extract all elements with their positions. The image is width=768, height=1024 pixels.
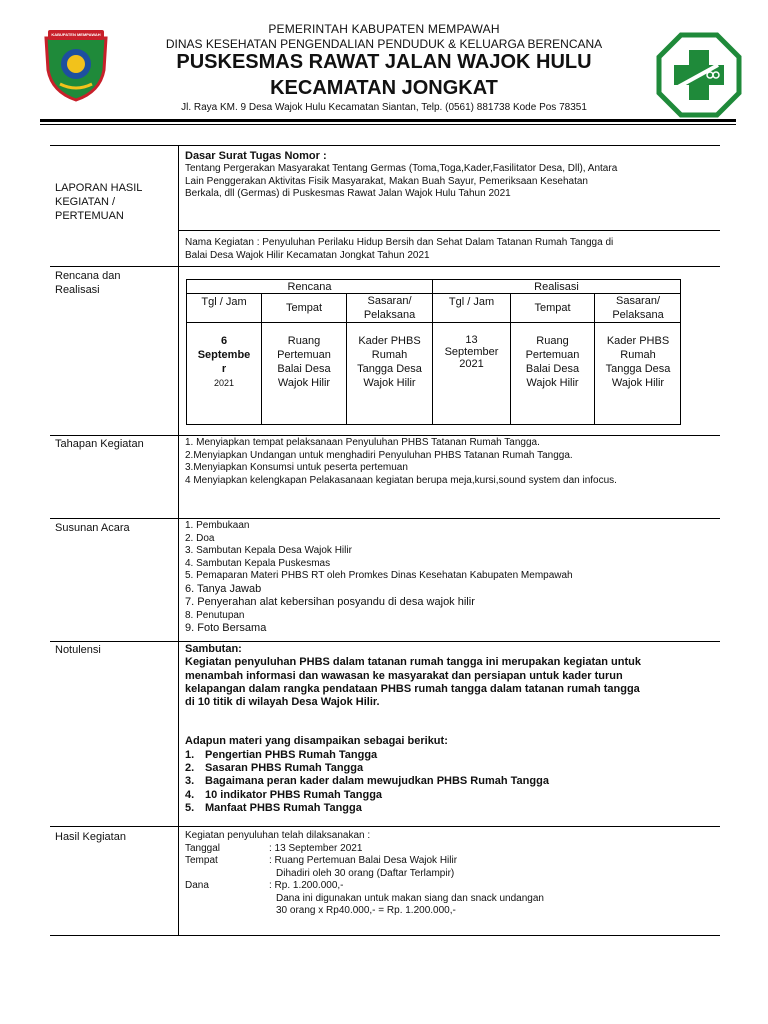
notulensi-section: Sambutan: Kegiatan penyuluhan PHBS dalam tatanan rumah tangga ini merupakan kegiatan untuk menambah informasi dan wawasan ke masyarakat dan persiapan untuk kader turun kelapangan dalam rangka pendataan PHBS rumah tangga dalam tatanan rumah tangga di 10 titik di wilayah Desa Wajok Hilir. Adapun materi yang disampaikan sebagai berikut: 1. Pengertian PHBS Rumah Tangga 2. Sasaran PHBS Rumah Tangga 3. Bagaimana peran kader dalam mewujudkan PHBS Rumah Tangga 4. 10 indikator PHBS Rumah Tangga 5. Manfaat PHBS Rumah Tangga (185, 643, 715, 815)
label-susunan: Susunan Acara (55, 522, 130, 534)
col-sasaran-rencana: Sasaran/ Pelaksana (363, 295, 416, 321)
materi-title: Adapun materi yang disampaikan sebagai berikut: (185, 735, 448, 748)
list-item: 9. Foto Bersama (185, 622, 267, 634)
hasil-dana: Dana : Rp. 1.200.000,- (185, 880, 344, 891)
rencana-header: Rencana (287, 281, 332, 293)
header-department: DINAS KESEHATAN PENGENDALIAN PENDUDUK & KELUARGA BERENCANA (165, 37, 603, 51)
header-government: PEMERINTAH KABUPATEN MEMPAWAH (268, 22, 500, 36)
list-item: 4 Menyiapkan kelengkapan Pelakasanaan kegiatan berupa meja,kursi,sound system dan infocus. (185, 474, 617, 486)
list-item: 3. Sambutan Kepala Desa Wajok Hilir (185, 545, 352, 556)
form-line (50, 266, 720, 267)
realisasi-sasaran: Kader PHBS Rumah Tangga Desa Wajok Hilir (605, 335, 671, 389)
list-item: 8. Penutupan (185, 609, 245, 621)
form-line (50, 935, 720, 936)
list-item: 2.Menyiapkan Undangan untuk menghadiri Penyuluhan PHBS Tatanan Rumah Tangga. (185, 449, 573, 461)
form-line (50, 826, 720, 827)
hasil-dana-note: Dana ini digunakan untuk makan siang dan snack undangan (276, 892, 544, 904)
tahapan-list (185, 437, 715, 487)
dasar-title: Dasar Surat Tugas Nomor : (185, 150, 327, 162)
form-line (50, 435, 720, 436)
header-subtitle: KECAMATAN JONGKAT (270, 77, 498, 99)
realisasi-tempat: Ruang Pertemuan Balai Desa Wajok Hilir (525, 335, 580, 389)
realisasi-date: 13 September 2021 (444, 334, 499, 370)
rencana-tempat: Ruang Pertemuan Balai Desa Wajok Hilir (277, 335, 331, 389)
hasil-section (185, 830, 715, 918)
dasar-section: Dasar Surat Tugas Nomor : Tentang Pergerakan Masyarakat Tentang Germas (Toma,Toga,Kader,Fasilitator Desa, Dll), Antara Lain Penggerakan Aktivitas Fisik Masyarakat, Makan Buah Sayur, Pemeriksaan Kesehatan Berkala, dll (Germas) di Puskesmas Rawat Jalan Wajok Hulu Tahun 2021 (185, 150, 715, 201)
hasil-tanggal: Tanggal : 13 September 2021 (185, 842, 363, 854)
list-item: 3.Menyiapkan Konsumsi untuk peserta pertemuan (185, 462, 408, 473)
label-hasil: Hasil Kegiatan (55, 831, 126, 843)
list-item: 4. 10 indikator PHBS Rumah Tangga (185, 788, 383, 801)
hasil-intro: Kegiatan penyuluhan telah dilaksanakan : (185, 830, 371, 841)
list-item: 4. Sambutan Kepala Puskesmas (185, 557, 331, 569)
list-item: 1. Pengertian PHBS Rumah Tangga (185, 748, 378, 761)
susunan-list (185, 520, 715, 636)
label-tahapan: Tahapan Kegiatan (55, 438, 144, 450)
rencana-sasaran: Kader PHBS Rumah Tangga Desa Wajok Hilir (357, 335, 422, 389)
list-item: 1. Pembukaan (185, 520, 250, 531)
form-column-divider (178, 145, 179, 936)
list-item: 3. Bagaimana peran kader dalam mewujudkan PHBS Rumah Tangga (185, 775, 549, 788)
header-rule-thick (40, 119, 736, 122)
list-item: 1. Menyiapkan tempat pelaksanaan Penyuluhan PHBS Tatanan Rumah Tangga. (185, 437, 540, 448)
plan-table (186, 279, 681, 425)
nama-kegiatan: Nama Kegiatan : Penyuluhan Perilaku Hidup Bersih dan Sehat Dalam Tatanan Rumah Tangga di Balai Desa Wajok Hilir Kecamatan Jongkat Tahun 2021 (185, 237, 614, 261)
col-tgl-realisasi: Tgl / Jam (448, 296, 495, 308)
list-item: 2. Doa (185, 532, 215, 544)
label-rencana-realisasi: Rencana dan Realisasi (55, 270, 121, 296)
list-item: 6. Tanya Jawab (185, 582, 262, 595)
list-item: 5. Pemaparan Materi PHBS RT oleh Promkes Dinas Kesehatan Kabupaten Mempawah (185, 570, 573, 581)
label-laporan: LAPORAN HASIL KEGIATAN / PERTEMUAN (55, 182, 143, 222)
list-item: 2. Sasaran PHBS Rumah Tangga (185, 762, 364, 775)
form-line (178, 230, 720, 231)
sambutan-title: Sambutan: (185, 643, 242, 655)
col-tgl-rencana: Tgl / Jam (201, 296, 247, 308)
list-item: 5. Manfaat PHBS Rumah Tangga (185, 801, 362, 814)
col-tempat-rencana: Tempat (285, 302, 323, 314)
form-line (50, 518, 720, 519)
hasil-dana-calc: 30 orang x Rp40.000,- = Rp. 1.200.000,- (276, 905, 456, 916)
hasil-tempat: Tempat : Ruang Pertemuan Balai Desa Wajok Hilir (185, 855, 458, 866)
realisasi-header: Realisasi (534, 281, 579, 293)
logo-text: KABUPATEN MEMPAWAH (51, 32, 101, 37)
form-line (50, 145, 720, 146)
form-line (50, 641, 720, 642)
col-tempat-realisasi: Tempat (534, 302, 571, 314)
header-address: Jl. Raya KM. 9 Desa Wajok Hulu Kecamatan Siantan, Telp. (0561) 881738 Kode Pos 78351 (181, 102, 587, 113)
label-notulensi: Notulensi (55, 644, 101, 656)
header-rule-thin (40, 124, 736, 125)
header-title: PUSKESMAS RAWAT JALAN WAJOK HULU (176, 51, 592, 73)
list-item: 7. Penyerahan alat kebersihan posyandu di desa wajok hilir (185, 596, 475, 608)
rencana-date: 6 Septembe r 2021 (197, 335, 251, 388)
col-sasaran-realisasi: Sasaran/ Pelaksana (612, 295, 664, 321)
hasil-dihadiri: Dihadiri oleh 30 orang (Daftar Terlampir) (276, 867, 455, 879)
